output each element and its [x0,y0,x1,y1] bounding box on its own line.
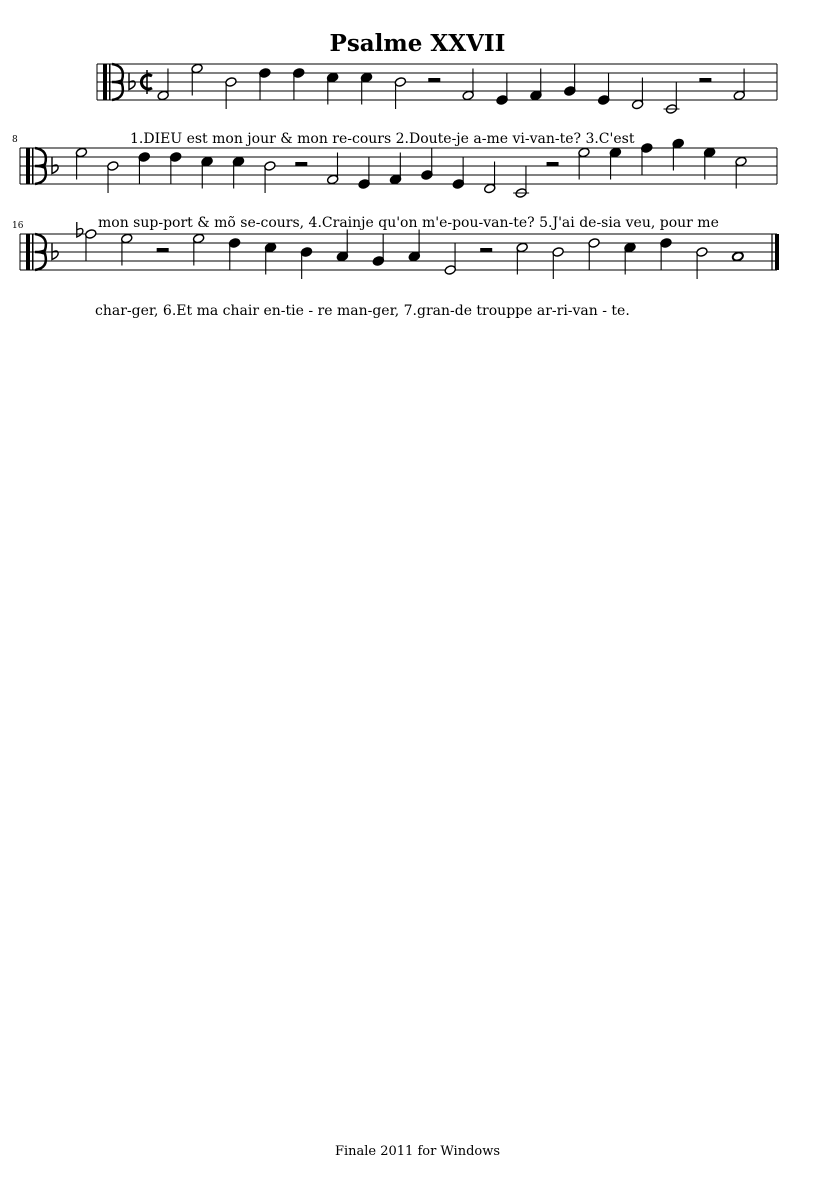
half-rest-icon [547,162,559,166]
measure-number: 16 [12,221,24,231]
half-rest-icon [428,78,440,82]
alto-clef-icon [26,148,30,184]
alto-clef-icon [26,234,30,270]
note-head [732,251,744,262]
score-staves [0,0,835,340]
alto-clef-icon [103,64,107,100]
flat-icon [52,158,58,174]
lyrics-line-3 [0,303,835,323]
half-rest-icon [157,248,169,252]
page-title: Psalme XXVII [329,30,506,57]
flat-icon [52,244,58,260]
alto-clef-icon [32,234,34,270]
alto-clef-icon [32,148,34,184]
lyrics-line-1 [0,131,835,151]
half-rest-icon [480,248,492,252]
alto-clef-icon [109,64,111,100]
lyrics-line-2 [0,215,835,235]
half-rest-icon [699,78,711,82]
measure-number: 8 [12,135,18,145]
flat-icon [129,74,135,90]
lyric-text: 1.DIEU est mon jour & mon re-cours 2.Doute-je a-me vi-van-te? 3.C'est [130,131,635,147]
footer-text: Finale 2011 for Windows [334,1144,501,1159]
final-barline [775,234,779,270]
half-rest-icon [295,162,307,166]
lyric-text: char-ger, 6.Et ma chair en-tie - re man-ger, 7.gran-de trouppe ar-ri-van - te. [95,303,630,319]
lyric-text: mon sup-port & mõ se-cours, 4.Crainje qu'on m'e-pou-van-te? 5.J'ai de-sia veu, pour me [98,215,719,231]
